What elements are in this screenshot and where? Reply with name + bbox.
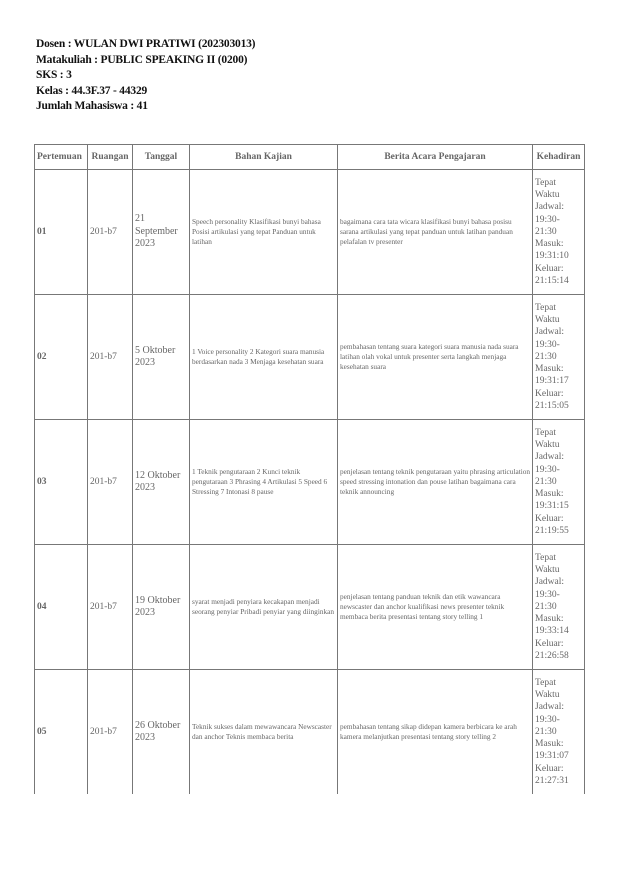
tanggal-cell: 21 September 2023 [133,170,190,295]
kehadiran-line: Tepat [535,302,556,313]
kehadiran-line: Jadwal: [535,577,565,588]
kehadiran-line: Jadwal: [535,327,565,338]
kehadiran-line: 21:30 [535,476,557,487]
kehadiran-cell [533,170,585,295]
bahan-kajian-cell: Teknik sukses dalam mewawancara Newscaster dan anchor Teknis membaca berita [190,670,338,795]
kehadiran-line: Masuk: [535,614,564,625]
kehadiran-line: Masuk: [535,739,564,750]
matakuliah-line: Matakuliah : PUBLIC SPEAKING II (0200) [36,53,248,66]
column-header-pertemuan: Pertemuan [35,145,88,170]
column-header-bahan-kajian: Bahan Kajian [190,145,338,170]
pertemuan-cell: 02 [35,295,88,420]
kehadiran-line: Tepat [535,177,556,188]
dosen-line: Dosen : WULAN DWI PRATIWI (202303013) [36,38,256,50]
table-row [35,420,585,545]
kehadiran-line: 19:30- [535,589,560,600]
kehadiran-line: Keluar: [535,513,564,524]
kehadiran-cell [533,420,585,545]
table-row [35,545,585,670]
document-header [36,37,255,115]
kehadiran-cell [533,670,585,795]
kehadiran-line: Masuk: [535,239,564,250]
ruangan-cell: 201-b7 [88,545,133,670]
berita-acara-cell: penjelasan tentang teknik pengutaraan yaitu phrasing articulation speed stressing intonation dan pouse latihan bagaimana cara teknik announcing [338,420,533,545]
kehadiran-cell [533,295,585,420]
kehadiran-line: Waktu [535,564,560,575]
column-header-kehadiran: Kehadiran [533,145,585,170]
kehadiran-line: 19:31:07 [535,751,569,762]
kehadiran-line: Tepat [535,552,556,563]
kehadiran-line: Masuk: [535,364,564,375]
kehadiran-line: 21:19:55 [535,526,569,537]
kehadiran-line: 21:30 [535,726,557,737]
ruangan-cell: 201-b7 [88,670,133,795]
column-header-ruangan: Ruangan [88,145,133,170]
ruangan-cell: 201-b7 [88,295,133,420]
kehadiran-line: 19:30- [535,464,560,475]
berita-acara-cell: pembahasan tentang suara kategori suara manusia nada suara latihan olah vokal untuk presenter serta langkah menjaga kesehatan suara [338,295,533,420]
kehadiran-line: 21:30 [535,351,557,362]
bahan-kajian-cell: syarat menjadi penyiara kecakapan menjadi seorang penyiar Pribadi penyiar yang diinginkan [190,545,338,670]
column-header-tanggal: Tanggal [133,145,190,170]
pertemuan-cell: 01 [35,170,88,295]
pertemuan-cell: 03 [35,420,88,545]
kehadiran-line: 19:33:14 [535,626,569,637]
bahan-kajian-cell: 1 Teknik pengutaraan 2 Kunci teknik pengutaraan 3 Phrasing 4 Artikulasi 5 Speed 6 Stressing 7 Intonasi 8 pause [190,420,338,545]
berita-acara-cell: pembahasan tentang sikap didepan kamera berbicara ke arah kamera melanjutkan presentasi tentang story telling 2 [338,670,533,795]
bahan-kajian-cell: 1 Voice personality 2 Kategori suara manusia berdasarkan nada 3 Menjaga kesehatan suara [190,295,338,420]
kehadiran-line: 19:31:17 [535,376,569,387]
bahan-kajian-cell: Speech personality Klasifikasi bunyi bahasa Posisi artikulasi yang tepat Panduan untuk latihan [190,170,338,295]
kehadiran-line: Keluar: [535,263,564,274]
kehadiran-line: Tepat [535,427,556,438]
tanggal-cell: 5 Oktober 2023 [133,295,190,420]
kehadiran-cell [533,545,585,670]
table-row [35,670,585,795]
kehadiran-line: Jadwal: [535,702,565,713]
table-row [35,295,585,420]
kehadiran-line: Jadwal: [535,202,565,213]
kehadiran-line: Waktu [535,189,560,200]
kehadiran-line: 21:15:14 [535,276,569,287]
kehadiran-line: Keluar: [535,638,564,649]
kehadiran-line: 21:30 [535,226,557,237]
ruangan-cell: 201-b7 [88,170,133,295]
kehadiran-line: 19:31:10 [535,251,569,262]
kehadiran-line: Waktu [535,314,560,325]
kehadiran-line: 19:30- [535,339,560,350]
sks-line: SKS : 3 [36,69,72,81]
table-body [35,170,585,795]
kehadiran-line: Masuk: [535,489,564,500]
kehadiran-line: Keluar: [535,763,564,774]
kehadiran-line: Tepat [535,677,556,688]
tanggal-cell: 19 Oktober 2023 [133,545,190,670]
kehadiran-line: 21:26:58 [535,651,569,662]
kehadiran-line: Keluar: [535,388,564,399]
kehadiran-line: 21:30 [535,601,557,612]
kehadiran-line: 21:27:31 [535,776,569,787]
kehadiran-line: 19:30- [535,714,560,725]
kehadiran-line: Waktu [535,689,560,700]
kehadiran-line: Waktu [535,439,560,450]
pertemuan-cell: 04 [35,545,88,670]
kehadiran-line: Jadwal: [535,452,565,463]
table-row [35,170,585,295]
tanggal-cell: 26 Oktober 2023 [133,670,190,795]
berita-acara-cell: penjelasan tentang panduan teknik dan etik wawancara newscaster dan anchor kualifikasi news presenter teknik membaca berita presentasi tentang story telling 1 [338,545,533,670]
ruangan-cell: 201-b7 [88,420,133,545]
pertemuan-cell: 05 [35,670,88,795]
kelas-line: Kelas : 44.3F.37 - 44329 [36,84,148,97]
attendance-table [34,144,585,794]
jumlah-mahasiswa-line: Jumlah Mahasiswa : 41 [36,100,148,112]
tanggal-cell: 12 Oktober 2023 [133,420,190,545]
column-header-berita-acara: Berita Acara Pengajaran [338,145,533,170]
berita-acara-cell: bagaimana cara tata wicara klasifikasi bunyi bahasa posisu sarana artikulasi yang tepat panduan untuk latihan panduan pelafalan tv presenter [338,170,533,295]
kehadiran-line: 19:31:15 [535,501,569,512]
kehadiran-line: 19:30- [535,214,560,225]
kehadiran-line: 21:15:05 [535,401,569,412]
table-header-row [35,145,585,170]
